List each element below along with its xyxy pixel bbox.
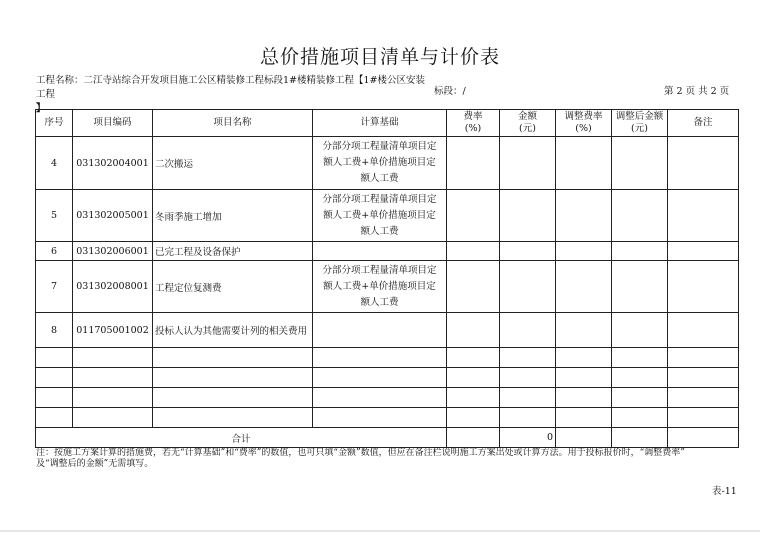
cell-basis-line-1: 分部分项工程量清单项目定 <box>322 264 437 276</box>
table-header-row <box>36 110 739 137</box>
cell-code: 031302006001 <box>73 242 153 261</box>
cell-remark <box>668 313 739 348</box>
cell-amount <box>500 261 556 313</box>
cell-seq: 8 <box>36 313 73 348</box>
table-row <box>36 137 739 190</box>
col-adj-rate <box>556 110 612 137</box>
empty-cell <box>668 348 739 368</box>
empty-cell <box>313 348 447 368</box>
empty-cell <box>447 388 500 408</box>
cell-seq: 4 <box>36 137 73 190</box>
empty-cell <box>153 348 313 368</box>
cell-basis-line-1: 分部分项工程量清单项目定 <box>322 141 437 152</box>
total-label: 合计 <box>36 428 447 448</box>
cell-remark <box>668 242 739 261</box>
project-name-line-2: 】 <box>36 103 46 114</box>
total-rate <box>447 428 500 448</box>
empty-cell <box>73 408 153 428</box>
empty-cell <box>556 408 612 428</box>
col-adj-rate-line-2: (%) <box>575 123 592 134</box>
col-adj-rate-line-1: 调整费率 <box>564 111 603 122</box>
footnote <box>36 448 740 470</box>
cell-adj-rate <box>556 242 612 261</box>
cell-adj-rate <box>556 190 612 242</box>
cell-rate <box>447 190 500 242</box>
empty-cell <box>500 368 556 388</box>
empty-cell <box>668 388 739 408</box>
empty-cell <box>153 388 313 408</box>
total-adj-amount <box>612 428 668 448</box>
total-amount: 0 <box>500 428 556 448</box>
cell-basis-line-2: 额人工费+单价措施项目定 <box>323 280 436 292</box>
cell-code: 011705001002 <box>73 313 153 348</box>
col-amount <box>500 110 556 137</box>
empty-cell <box>153 368 313 388</box>
table-number: 表-11 <box>712 486 737 497</box>
cell-adj-rate <box>556 137 612 190</box>
cell-rate <box>447 137 500 190</box>
col-rate-line-2: (%) <box>464 123 482 134</box>
col-adj-amount <box>612 110 668 137</box>
cell-adj-amount <box>612 313 668 348</box>
col-rate-line-1: 费率 <box>463 111 483 122</box>
empty-cell <box>612 408 668 428</box>
empty-cell <box>36 408 73 428</box>
empty-cell <box>556 348 612 368</box>
cell-remark <box>668 137 739 190</box>
footnote-line-2: 及“调整后的金额”无需填写。 <box>36 459 154 469</box>
empty-cell <box>668 408 739 428</box>
empty-cell <box>556 388 612 408</box>
col-rate <box>447 110 500 137</box>
table-row <box>36 190 739 242</box>
cell-amount <box>500 313 556 348</box>
cell-basis-line-3: 额人工费 <box>360 296 399 308</box>
empty-cell <box>73 368 153 388</box>
cell-amount <box>500 137 556 190</box>
total-row <box>36 428 739 448</box>
col-amount-line-1: 金额 <box>517 111 537 122</box>
cell-adj-rate <box>556 313 612 348</box>
cell-basis <box>313 261 447 313</box>
cell-adj-rate <box>556 261 612 313</box>
total-remark <box>668 428 739 448</box>
cell-code: 031302005001 <box>73 190 153 242</box>
page-title: 总价措施项目清单与计价表 <box>259 46 500 68</box>
empty-cell <box>447 348 500 368</box>
cell-name: 已完工程及设备保护 <box>153 242 313 261</box>
cell-basis-line-1: 分部分项工程量清单项目定 <box>322 193 437 205</box>
empty-cell <box>500 348 556 368</box>
empty-cell <box>612 368 668 388</box>
cell-name: 冬雨季施工增加 <box>153 190 313 242</box>
cell-basis <box>313 190 447 242</box>
table-row <box>36 313 739 348</box>
col-name: 项目名称 <box>153 110 313 137</box>
cell-seq: 6 <box>36 242 73 261</box>
empty-cell <box>447 408 500 428</box>
cell-name: 工程定位复测费 <box>153 261 313 313</box>
empty-cell <box>313 408 447 428</box>
cell-remark <box>668 261 739 313</box>
col-basis: 计算基础 <box>313 110 447 137</box>
empty-cell <box>500 408 556 428</box>
cell-remark <box>668 190 739 242</box>
cell-basis <box>313 313 447 348</box>
empty-cell <box>36 348 73 368</box>
pricing-table <box>35 109 739 448</box>
table-row <box>36 242 739 261</box>
empty-cell <box>612 388 668 408</box>
empty-cell <box>556 368 612 388</box>
empty-row <box>36 388 739 408</box>
cell-adj-amount <box>612 137 668 190</box>
cell-rate <box>447 261 500 313</box>
empty-cell <box>313 368 447 388</box>
cell-amount <box>500 190 556 242</box>
cell-name: 二次搬运 <box>153 137 313 190</box>
empty-cell <box>313 388 447 408</box>
cell-rate <box>447 242 500 261</box>
cell-basis <box>313 242 447 261</box>
cell-adj-amount <box>612 190 668 242</box>
cell-basis <box>313 137 447 190</box>
cell-seq: 7 <box>36 261 73 313</box>
footnote-line-1: 注：按施工方案计算的措施费，若无“计算基础”和“费率”的数值，也可只填“金额”数值，但应在备注栏说明施工方案出处或计算方法。用于投标报价时，“调整费率” <box>36 448 685 458</box>
empty-cell <box>447 368 500 388</box>
cell-amount <box>500 242 556 261</box>
cell-basis-line-2: 额人工费+单价措施项目定 <box>323 209 436 221</box>
empty-row <box>36 348 739 368</box>
cell-code: 031302008001 <box>73 261 153 313</box>
col-adj-amount-line-1: 调整后金额 <box>615 111 664 122</box>
cell-basis-line-3: 额人工费 <box>360 173 399 184</box>
total-adj-rate <box>556 428 612 448</box>
col-code: 项目编码 <box>73 110 153 137</box>
cell-basis-line-2: 额人工费+单价措施项目定 <box>323 157 436 168</box>
project-name-line-1: 工程名称：二江寺站综合开发项目施工公区精装修工程标段1#楼精装修工程【1#楼公区安装工程 <box>36 75 426 100</box>
empty-row <box>36 368 739 388</box>
cell-code: 031302004001 <box>73 137 153 190</box>
page-bottom-divider <box>0 530 760 532</box>
col-amount-line-2: (元) <box>519 123 536 134</box>
col-seq: 序号 <box>36 110 73 137</box>
empty-cell <box>612 348 668 368</box>
empty-cell <box>36 388 73 408</box>
cell-name: 投标人认为其他需要计列的相关费用 <box>153 313 313 348</box>
cell-basis-line-3: 额人工费 <box>360 225 399 237</box>
empty-cell <box>500 388 556 408</box>
empty-cell <box>153 408 313 428</box>
empty-cell <box>36 368 73 388</box>
col-adj-amount-line-2: (元) <box>631 123 648 134</box>
empty-cell <box>73 388 153 408</box>
empty-cell <box>73 348 153 368</box>
cell-seq: 5 <box>36 190 73 242</box>
cell-adj-amount <box>612 261 668 313</box>
section-label: 标段：/ <box>434 86 466 97</box>
page-info: 第 2 页 共 2 页 <box>664 86 730 97</box>
cell-adj-amount <box>612 242 668 261</box>
table-row <box>36 261 739 313</box>
cell-rate <box>447 313 500 348</box>
empty-row <box>36 408 739 428</box>
empty-cell <box>668 368 739 388</box>
col-remark: 备注 <box>668 110 739 137</box>
